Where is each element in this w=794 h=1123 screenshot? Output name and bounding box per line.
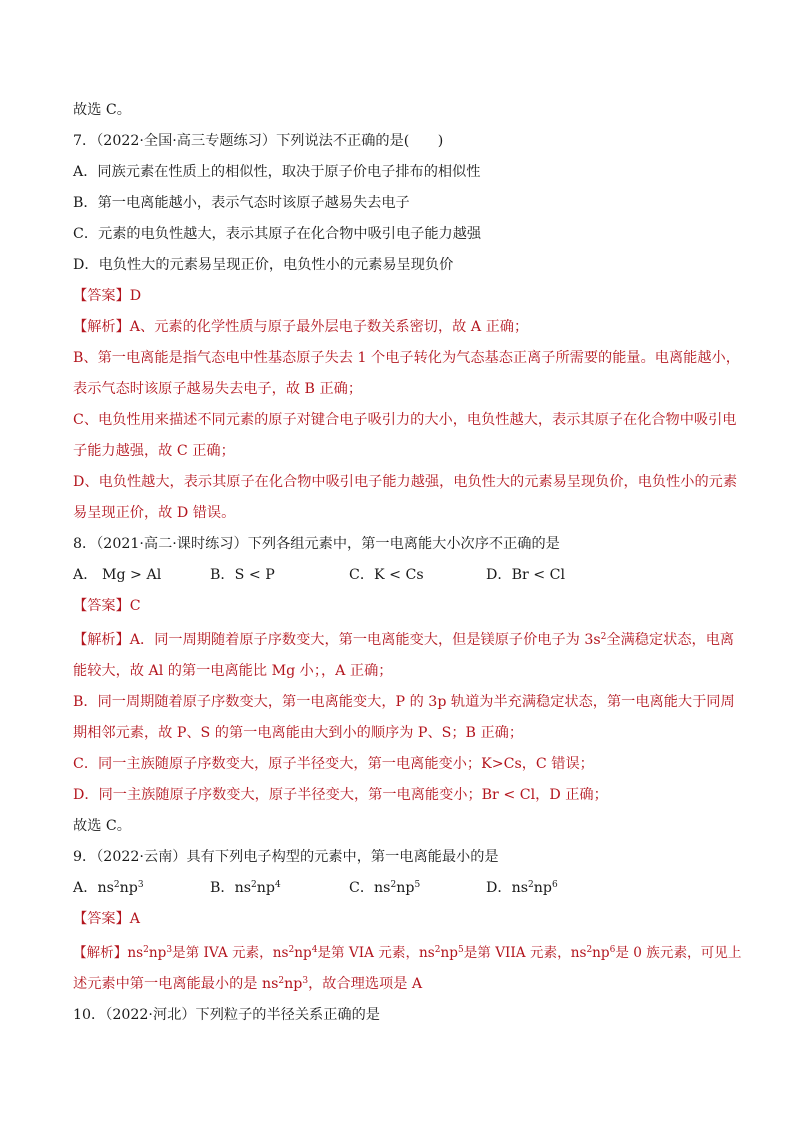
q9-analysis-line-1: 【解析】$ns^2np^3$是第 IVA 元素，$ns^2np^4$是第 VIA 元素，$ns^2np^5$是第 VIIA 元素，$ns^2np^6$是 0 族元素，可见上 xyxy=(73,945,742,961)
q8-option-b: B．S < P xyxy=(210,567,275,583)
q8-analysis-line-4: 期相邻元素，故 P、S 的第一电离能由大到小的顺序为 P、S；B 正确； xyxy=(73,725,524,741)
q9-options xyxy=(73,878,733,898)
q8-analysis-text-cont: 全满稳定状态，电离 xyxy=(606,632,735,648)
q8-analysis-line-5: C．同一主族随原子序数变大，原子半径变大，第一电离能变小；K>Cs，C 错误； xyxy=(73,756,594,772)
q7-answer-value: D xyxy=(129,288,142,304)
q7-option-c: C．元素的电负性越大，表示其原子在化合物中吸引电子能力越强 xyxy=(73,226,482,242)
q7-option-a: A．同族元素在性质上的相似性，取决于原子价电子排布的相似性 xyxy=(73,164,481,180)
answer-tag: 【答案】 xyxy=(73,911,130,927)
q8-analysis-line-2: 能较大，故 Al 的第一电离能比 Mg 小；，A 正确； xyxy=(73,663,393,679)
q8-option-d: D．Br < Cl xyxy=(486,567,566,583)
q8-stem: 8．（2021·高二·课时练习）下列各组元素中，第一电离能大小次序不正确的是 xyxy=(73,536,560,552)
q9-answer xyxy=(73,909,733,929)
q7-option-b: B．第一电离能越小，表示气态时该原子越易失去电子 xyxy=(73,195,410,211)
q7-answer xyxy=(73,286,733,306)
q8-analysis-text: A．同一周期随着原子序数变大，第一电离能变大，但是镁原子价电子为 3s xyxy=(129,632,601,648)
q10-stem: 10．（2022·河北）下列粒子的半径关系正确的是 xyxy=(73,1007,380,1023)
q8-conclusion: 故选 C。 xyxy=(73,818,131,834)
q8-answer xyxy=(73,596,733,616)
q7-analysis-line-5: 子能力越强，故 C 正确； xyxy=(73,443,235,459)
q8-analysis-line-6: D．同一主族随原子序数变大，原子半径变大，第一电离能变小；Br < Cl，D 正确； xyxy=(73,787,608,803)
q8-analysis-line-3: B．同一周期随着原子序数变大，第一电离能变大，P 的 3p 轨道为半充满稳定状态，第一电离能大于同周 xyxy=(73,694,735,710)
answer-tag: 【答案】 xyxy=(73,288,130,304)
analysis-tag: 【解析】 xyxy=(73,632,130,648)
analysis-tag: 【解析】 xyxy=(73,945,128,961)
q7-analysis-line-4: C、电负性用来描述不同元素的原子对键合电子吸引力的大小，电负性越大，表示其原子在化合物中吸引电 xyxy=(73,412,737,428)
q9-option-c: C．$ns^2np^5$ xyxy=(349,880,421,896)
q6-conclusion: 故选 C。 xyxy=(73,102,131,118)
q7-analysis-line-6: D、电负性越大，表示其原子在化合物中吸引电子能力越强，电负性大的元素易呈现负价，电负性小的元素 xyxy=(73,474,738,490)
q8-answer-value: C xyxy=(129,598,141,614)
q9-option-b: B．$ns^2np^4$ xyxy=(210,880,281,896)
q7-stem: 7．（2022·全国·高三专题练习）下列说法不正确的是( ) xyxy=(73,133,444,149)
q9-option-a: A．$ns^2np^3$ xyxy=(73,880,144,896)
q7-analysis-line-2: B、第一电离能是指气态电中性基态原子失去 1 个电子转化为气态基态正离子所需要的能量。电离能越小， xyxy=(73,350,740,366)
answer-tag: 【答案】 xyxy=(73,598,130,614)
q9-stem: 9．（2022·云南）具有下列电子构型的元素中，第一电离能最小的是 xyxy=(73,849,499,865)
q7-analysis-line-3: 表示气态时该原子越易失去电子，故 B 正确； xyxy=(73,381,363,397)
q7-analysis-line-1 xyxy=(73,317,733,337)
q7-analysis-line-7: 易呈现正价，故 D 错误。 xyxy=(73,505,236,521)
q8-options xyxy=(73,565,733,585)
q7-analysis-text: A、元素的化学性质与原子最外层电子数关系密切，故 A 正确； xyxy=(129,319,529,335)
q8-option-a: A． Mg > Al xyxy=(73,567,162,583)
analysis-tag: 【解析】 xyxy=(73,319,130,335)
q7-option-d: D．电负性大的元素易呈现正价，电负性小的元素易呈现负价 xyxy=(73,257,454,273)
q9-answer-value: A xyxy=(129,911,141,927)
q9-analysis-line-2: 述元素中第一电离能最小的是 $ns^2np^3$，故合理选项是 A xyxy=(73,976,423,992)
q9-option-d: D．$ns^2np^6$ xyxy=(486,880,558,896)
q8-option-c: C．K < Cs xyxy=(349,567,424,583)
q8-analysis-line-1 xyxy=(73,630,733,650)
superscript: 2 xyxy=(600,632,607,642)
